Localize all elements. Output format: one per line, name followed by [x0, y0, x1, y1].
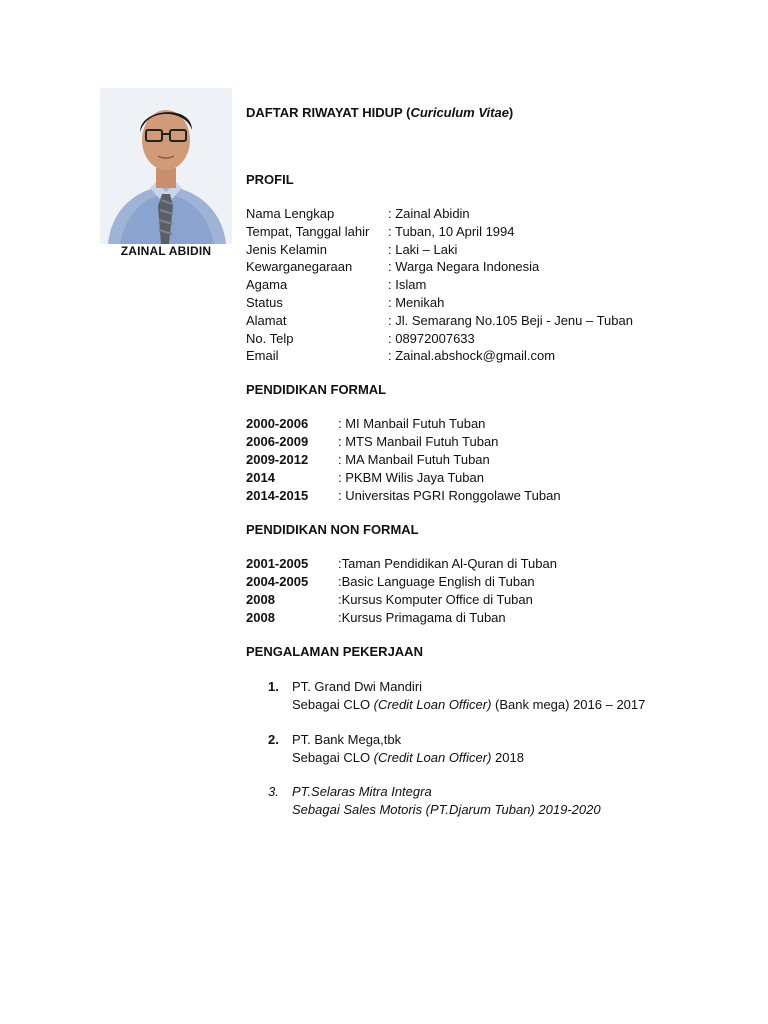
document-title: [246, 105, 513, 120]
profil-value: : Jl. Semarang No.105 Beji - Jenu – Tuban: [388, 312, 633, 328]
profil-value: : Zainal.abshock@gmail.com: [388, 348, 556, 364]
formal-education-label: 2000-2006: [246, 416, 309, 431]
job-detail: [292, 749, 524, 767]
profil-value: : 08972007633: [388, 330, 475, 346]
profil-value: : Laki – Laki: [388, 241, 458, 257]
formal-education-value: : MA Manbail Futuh Tuban: [338, 451, 490, 467]
title-close: ): [508, 105, 514, 120]
job-company: PT. Grand Dwi Mandiri: [292, 679, 423, 694]
profil-value: : Tuban, 10 April 1994: [388, 223, 515, 239]
profile-photo: [100, 88, 232, 244]
profil-value: : Menikah: [388, 295, 445, 310]
profil-label: Status: [246, 295, 283, 310]
profil-label: Nama Lengkap: [246, 206, 335, 221]
nonformal-education-label: 2004-2005: [246, 573, 309, 589]
profil-label: Alamat: [246, 312, 287, 328]
job-detail-italic: (Credit Loan Officer): [373, 750, 492, 765]
job-detail-pre: Sebagai CLO: [292, 750, 374, 765]
profil-label: Agama: [246, 277, 288, 293]
nonformal-education-value: :Taman Pendidikan Al-Quran di Tuban: [338, 556, 557, 571]
nonformal-education-heading: PENDIDIKAN NON FORMAL: [246, 522, 419, 537]
profil-value: : Zainal Abidin: [388, 206, 470, 221]
profil-heading: PROFIL: [246, 172, 294, 187]
formal-education-value: : MI Manbail Futuh Tuban: [338, 416, 486, 431]
nonformal-education-value: :Kursus Komputer Office di Tuban: [338, 591, 533, 607]
formal-education-label: 2014-2015: [246, 487, 309, 503]
job-detail-italic: (Credit Loan Officer): [373, 697, 492, 712]
profil-label: Kewarganegaraan: [246, 259, 353, 275]
formal-education-heading: PENDIDIKAN FORMAL: [246, 382, 387, 397]
job-number: 3.: [268, 784, 279, 799]
job-number: 1.: [268, 679, 279, 694]
formal-education-value: : MTS Manbail Futuh Tuban: [338, 433, 499, 449]
profil-value: : Islam: [388, 277, 427, 293]
profil-value: : Warga Negara Indonesia: [388, 259, 540, 275]
profil-label: No. Telp: [246, 330, 294, 346]
nonformal-education-value: :Kursus Primagama di Tuban: [338, 609, 506, 625]
title-italic: Curiculum Vitae: [410, 105, 509, 120]
photo-caption: ZAINAL ABIDIN: [120, 244, 212, 258]
profil-label: Email: [246, 348, 279, 364]
job-company: PT. Bank Mega,tbk: [292, 732, 402, 747]
work-experience-heading: PENGALAMAN PEKERJAAN: [246, 644, 423, 659]
job-detail: [292, 696, 645, 714]
job-detail: Sebagai Sales Motoris (PT.Djarum Tuban) 2019-2020: [292, 802, 601, 817]
nonformal-education-value: :Basic Language English di Tuban: [338, 573, 535, 589]
person-portrait-image: [100, 88, 232, 244]
formal-education-value: : Universitas PGRI Ronggolawe Tuban: [338, 487, 561, 503]
job-number: 2.: [268, 732, 279, 747]
profil-label: Tempat, Tanggal lahir: [246, 223, 370, 239]
nonformal-education-label: 2001-2005: [246, 556, 309, 571]
formal-education-label: 2014: [246, 469, 275, 485]
job-detail-post: (Bank mega) 2016 – 2017: [491, 697, 646, 712]
nonformal-education-label: 2008: [246, 609, 275, 625]
job-company: PT.Selaras Mitra Integra: [292, 784, 432, 799]
profil-label: Jenis Kelamin: [246, 241, 327, 257]
formal-education-label: 2006-2009: [246, 433, 309, 449]
formal-education-value: : PKBM Wilis Jaya Tuban: [338, 469, 484, 485]
title-main: DAFTAR RIWAYAT HIDUP (: [246, 105, 411, 120]
job-detail-pre: Sebagai CLO: [292, 697, 374, 712]
formal-education-label: 2009-2012: [246, 451, 309, 467]
nonformal-education-label: 2008: [246, 591, 275, 607]
job-detail-post: 2018: [491, 750, 524, 765]
